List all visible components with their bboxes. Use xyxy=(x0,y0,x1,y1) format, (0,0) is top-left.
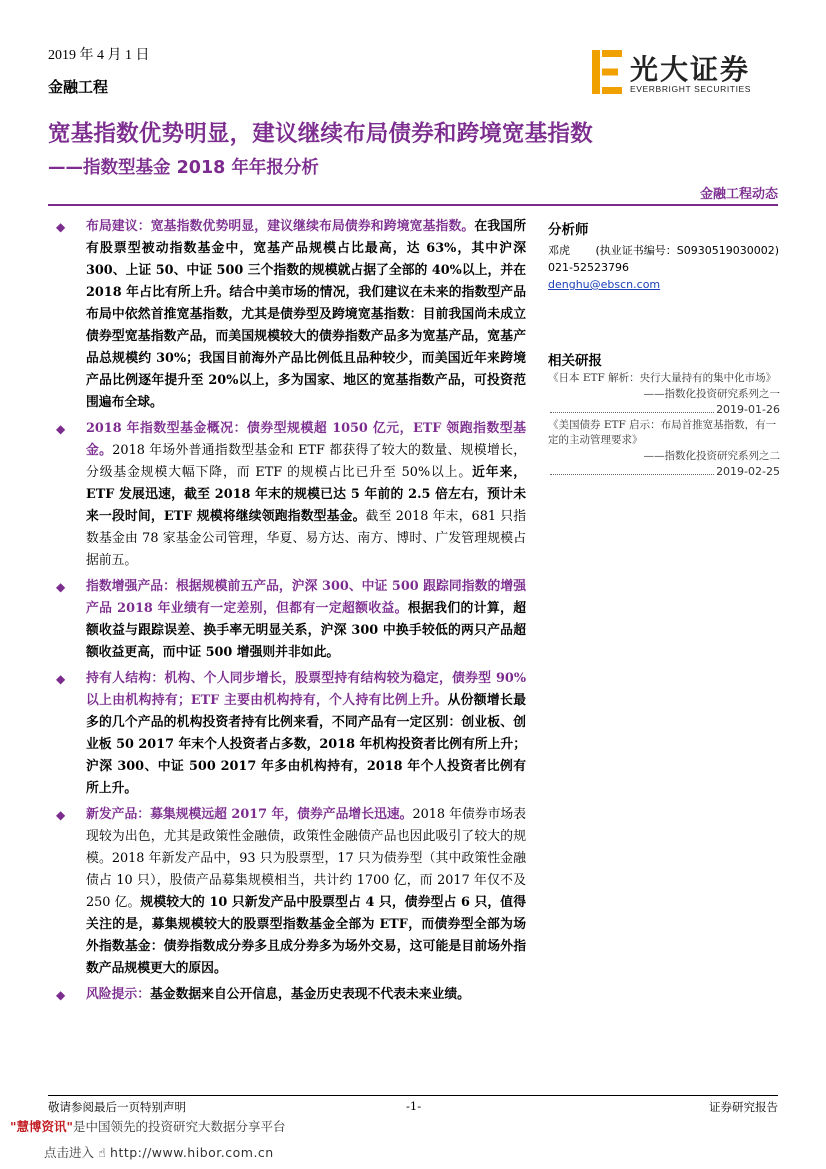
report-date: 2019 年 4 月 1 日 xyxy=(48,48,150,63)
everbright-logo xyxy=(590,44,790,98)
footer-divider xyxy=(48,1095,778,1096)
bullet-normal-text-2: 截至 2018 年末，681 只指数基金由 78 家基金公司管理，华夏、易方达、南方、博时、广发管理规模占据前五。 xyxy=(86,509,526,568)
page-number: -1- xyxy=(406,1099,422,1113)
footer-disclaimer-note: 敬请参阅最后一页特别声明 xyxy=(48,1100,186,1114)
related-report-date: 2019-02-25 xyxy=(716,465,780,478)
everbright-logo-icon xyxy=(590,48,624,96)
bullet-bold-text: 规模较大的 10 只新发产品中股票型占 4 只，债券型占 6 只，值得关注的是，募集规模较大的股票型指数基金全部为 ETF，而债券型全部为场外指数基金：债券指数成分券多且成分券多为场外交易，这可能是目前场外指数产品规模更大的原因。 xyxy=(86,895,526,976)
bullet-risk-warning xyxy=(48,984,526,1006)
summary-bullets xyxy=(48,216,526,1010)
bullet-bold-text: 在我国所有股票型被动指数基金中，宽基产品规模占比最高，达 63%，其中沪深 300、上证 50、中证 500 三个指数的规模就占据了全部的 40%以上，并在 2018 年占比有所上升。结合中美市场的情况，我们建议在未来的指数型产品布局中依然首推宽基指数，尤其是债券型及跨境宽基指数：目前我国尚未成立债券型宽基指数产品，而美国规模较大的债券指数产品多为宽基产品，宽基产品总规模约 30%；我国目前海外产品比例低且品种较少，而美国近年来跨境产品比例逐年提升至 20%以上，多为国家、地区的宽基指数产品，可投资范围遍布全球。 xyxy=(86,219,527,410)
logo-chinese-name: 光大证券 xyxy=(630,53,751,86)
bullet-holder-structure xyxy=(48,668,526,800)
watermark-quote-open: " xyxy=(10,1119,17,1134)
watermark-line-1 xyxy=(10,1117,286,1135)
bullet-bold-text: 近年来，ETF 发展迅速，截至 2018 年末的规模已达 5 年前的 2.5 倍左右，预计未来一段时间，ETF 规模将继续领跑指数型基金。 xyxy=(86,465,527,524)
bullet-layout-advice xyxy=(48,216,526,414)
related-report-title: 《美国债券 ETF 启示：布局首推宽基指数，有一定的主动管理要求》 xyxy=(548,419,777,446)
leader-dots xyxy=(550,402,714,413)
bullet-normal-text: 2018 年债券市场表现较为出色，尤其是政策性金融债，政策性金融债产品也因此吸引了较大的规模。2018 年新发产品中，93 只为股票型，17 只为债券型（其中政策性金融债占 10 只），股债产品募集规模相当，共计约 1700 亿，而 2017 年仅不及 250 亿。 xyxy=(86,807,527,910)
report-type-tag: 金融工程动态 xyxy=(699,187,778,202)
related-report-date-row xyxy=(548,464,780,480)
bullet-heading: 新发产品：募集规模远超 2017 年，债券产品增长迅速。 xyxy=(86,807,413,822)
watermark-brand: 慧博资讯 xyxy=(16,1119,67,1134)
diamond-icon: ◆ xyxy=(56,808,66,822)
related-report-series: ——指数化投资研究系列之一 xyxy=(643,388,780,400)
footer-report-type: 证券研究报告 xyxy=(709,1100,778,1114)
diamond-icon: ◆ xyxy=(56,422,66,436)
watermark-click-prefix: 点击进入 xyxy=(44,1145,95,1160)
related-report-title: 《日本 ETF 解析：央行大量持有的集中化市场》 xyxy=(548,372,777,384)
bullet-bold-text: 根据我们的计算，超额收益与跟踪误差、换手率无明显关系，沪深 300 中换手较低的两只产品超额收益更高，而中证 500 增强则并非如此。 xyxy=(86,601,526,660)
bullet-new-products xyxy=(48,804,526,980)
report-title: 宽基指数优势明显，建议继续布局债券和跨境宽基指数 xyxy=(48,121,593,147)
bullet-heading: 2018 年指数型基金概况：债券型规模超 1050 亿元，ETF 领跑指数型基金。 xyxy=(86,421,526,458)
logo-english-name: EVERBRIGHT SECURITIES xyxy=(630,84,752,94)
analyst-heading: 分析师 xyxy=(548,222,589,238)
bullet-heading: 持有人结构：机构、个人同步增长，股票型持有结构较为稳定，债券型 90%以上由机构持有；ETF 主要由机构持有，个人持有比例上升。 xyxy=(86,671,526,708)
bullet-heading: 布局建议：宽基指数优势明显，建议继续布局债券和跨境宽基指数。 xyxy=(86,219,475,234)
analyst-email-link[interactable]: denghu@ebscn.com xyxy=(548,278,661,291)
leader-dots xyxy=(550,464,714,475)
header-divider xyxy=(48,204,778,206)
diamond-icon: ◆ xyxy=(56,672,66,686)
bullet-heading: 风险提示： xyxy=(86,987,150,1002)
report-category: 金融工程 xyxy=(48,78,109,96)
bullet-normal-text: 2018 年场外普通指数型基金和 ETF 都获得了较大的数量、规模增长，分级基金规模大幅下降，而 ETF 的规模占比已升至 50%以上。 xyxy=(86,443,527,480)
hand-cursor-icon: ☝ xyxy=(98,1145,106,1160)
watermark-quote-close: " xyxy=(66,1119,74,1134)
analyst-phone: 021-52523796 xyxy=(548,261,629,274)
bullet-heading: 指数增强产品：根据规模前五产品，沪深 300、中证 500 跟踪同指数的增强产品 2018 年业绩有一定差别，但都有一定超额收益。 xyxy=(86,579,526,616)
bullet-enhanced-index xyxy=(48,576,526,664)
related-report-date: 2019-01-26 xyxy=(716,403,780,416)
watermark-line-2[interactable] xyxy=(44,1143,274,1161)
bullet-bold-text: 基金数据来自公开信息，基金历史表现不代表未来业绩。 xyxy=(149,987,470,1002)
analyst-name: 邓虎 xyxy=(548,244,570,257)
diamond-icon: ◆ xyxy=(56,580,66,594)
related-reports-heading: 相关研报 xyxy=(548,353,602,369)
bullet-bold-text: 从份额增长最多的几个产品的机构投资者持有比例来看，不同产品有一定区别：创业板、创业板 50 2017 年末个人投资者占多数，2018 年机构投资者比例有所上升；沪深 300、中证 500 2017 年多由机构持有，2018 年个人投资者比例有所上升。 xyxy=(86,693,526,796)
sidebar xyxy=(548,218,780,480)
related-report-item[interactable] xyxy=(548,418,780,480)
watermark-url-link[interactable]: http://www.hibor.com.cn xyxy=(110,1145,274,1160)
diamond-icon: ◆ xyxy=(56,220,66,234)
diamond-icon: ◆ xyxy=(56,988,66,1002)
related-report-item[interactable] xyxy=(548,371,780,418)
related-report-date-row xyxy=(548,402,780,418)
analyst-license: (执业证书编号：S0930519030002) xyxy=(595,244,780,257)
watermark-tagline: 是中国领先的投资研究大数据分享平台 xyxy=(73,1119,286,1134)
related-report-series: ——指数化投资研究系列之二 xyxy=(643,450,780,462)
report-subtitle: ——指数型基金 2018 年年报分析 xyxy=(48,158,319,178)
bullet-index-fund-overview xyxy=(48,418,526,572)
analyst-info xyxy=(548,242,780,259)
